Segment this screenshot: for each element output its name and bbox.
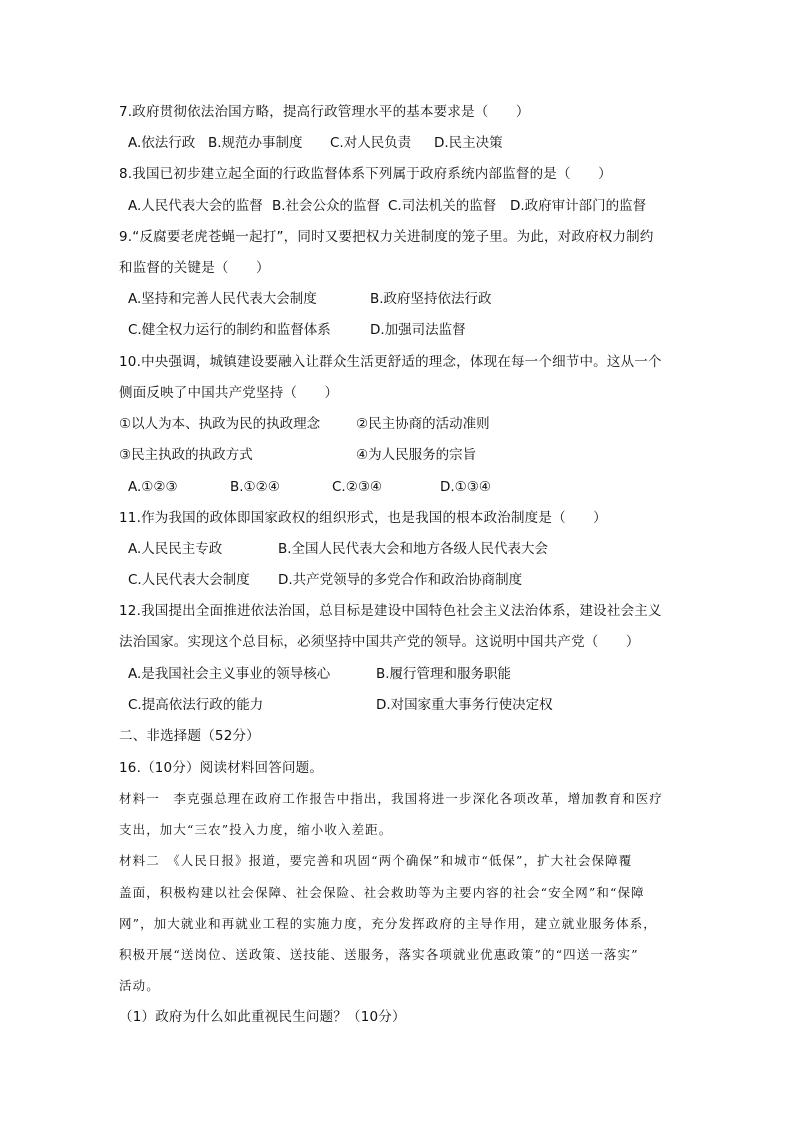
q10-item-4: ④为人民服务的宗旨 (356, 447, 477, 463)
q7-option-a: A.依法行政 (128, 135, 196, 151)
q10-item-3: ③民主执政的执政方式 (119, 447, 253, 463)
q11-option-a: A.人民民主专政 (128, 541, 223, 557)
q12-stem-line1: 12.我国提出全面推进依法治国，总目标是建设中国特色社会主义法治体系，建设社会主义 (119, 603, 662, 619)
q8-stem: 8.我国已初步建立起全面的行政监督体系下列属于政府系统内部监督的是（ ） (119, 166, 612, 182)
material1-line1: 材料一 李克强总理在政府工作报告中指出，我国将进一步深化各项改革，增加教育和医疗 (119, 791, 664, 806)
q10-option-c: C.②③④ (332, 479, 383, 495)
q8-option-d: D.政府审计部门的监督 (510, 198, 647, 214)
q10-option-a: A.①②③ (128, 479, 178, 495)
material2-line4: 积极开展“送岗位、送政策、送技能、送服务，落实各项就业优惠政策”的“四送一落实” (119, 947, 639, 962)
q8-option-b: B.社会公众的监督 (272, 198, 381, 214)
q9-stem-line1: 9.“反腐要老虎苍蝇一起打”，同时又要把权力关进制度的笼子里。为此，对政府权力制约 (119, 229, 654, 245)
q8-option-a: A.人民代表大会的监督 (128, 198, 263, 214)
q12-option-b: B.履行管理和服务职能 (376, 666, 512, 682)
material2-line1: 材料二 《人民日报》报道，要完善和巩固“两个确保”和城市“低保”，扩大社会保障覆 (119, 853, 633, 868)
q12-option-c: C.提高依法行政的能力 (128, 697, 264, 713)
q11-option-b: B.全国人民代表大会和地方各级人民代表大会 (278, 541, 549, 557)
q11-option-c: C.人民代表大会制度 (128, 572, 250, 588)
q7-stem: 7.政府贯彻依法治国方略，提高行政管理水平的基本要求是（ ） (119, 104, 530, 120)
q9-option-d: D.加强司法监督 (370, 322, 466, 338)
q12-stem-line2: 法治国家。实现这个总目标，必须坚持中国共产党的领导。这说明中国共产党（ ） (119, 634, 640, 650)
q8-option-c: C.司法机关的监督 (388, 198, 497, 214)
q12-option-a: A.是我国社会主义事业的领导核心 (128, 666, 331, 682)
q9-option-c: C.健全权力运行的制约和监督体系 (128, 322, 331, 338)
q11-option-d: D.共产党领导的多党合作和政治协商制度 (278, 572, 523, 588)
material2-line5: 活动。 (119, 978, 160, 993)
q10-option-d: D.①③④ (440, 479, 491, 495)
material2-line2: 盖面，积极构建以社会保障、社会保险、社会救助等为主要内容的社会“安全网”和“保障 (119, 885, 645, 900)
q9-option-b: B.政府坚持依法行政 (370, 291, 492, 307)
q10-option-b: B.①②④ (230, 479, 280, 495)
q16-stem: 16.（10分）阅读材料回答问题。 (119, 760, 324, 776)
q10-stem-line1: 10.中央强调，城镇建设要融入让群众生活更舒适的理念，体现在每一个细节中。这从一个 (119, 354, 662, 370)
q10-item-1: ①以人为本、执政为民的执政理念 (119, 416, 321, 432)
q10-stem-line2: 侧面反映了中国共产党坚持（ ） (119, 385, 339, 401)
q7-option-d: D.民主决策 (434, 135, 503, 151)
q11-stem: 11.作为我国的政体即国家政权的组织形式，也是我国的根本政治制度是（ ） (119, 510, 607, 526)
material2-line3: 网”，加大就业和再就业工程的实施力度，充分发挥政府的主导作用，建立就业服务体系， (119, 916, 657, 931)
q9-option-a: A.坚持和完善人民代表大会制度 (128, 291, 317, 307)
q10-item-2: ②民主协商的活动准则 (356, 416, 490, 432)
section-title: 二、非选择题（52分） (119, 728, 260, 744)
q16-subquestion-1: （1）政府为什么如此重视民生问题？（10分） (119, 1009, 406, 1025)
material1-line2: 支出，加大“三农”投入力度，缩小收入差距。 (119, 822, 393, 837)
q7-option-b: B.规范办事制度 (208, 135, 303, 151)
q7-option-c: C.对人民负责 (330, 135, 412, 151)
q12-option-d: D.对国家重大事务行使决定权 (376, 697, 553, 713)
q9-stem-line2: 和监督的关键是（ ） (119, 260, 270, 276)
